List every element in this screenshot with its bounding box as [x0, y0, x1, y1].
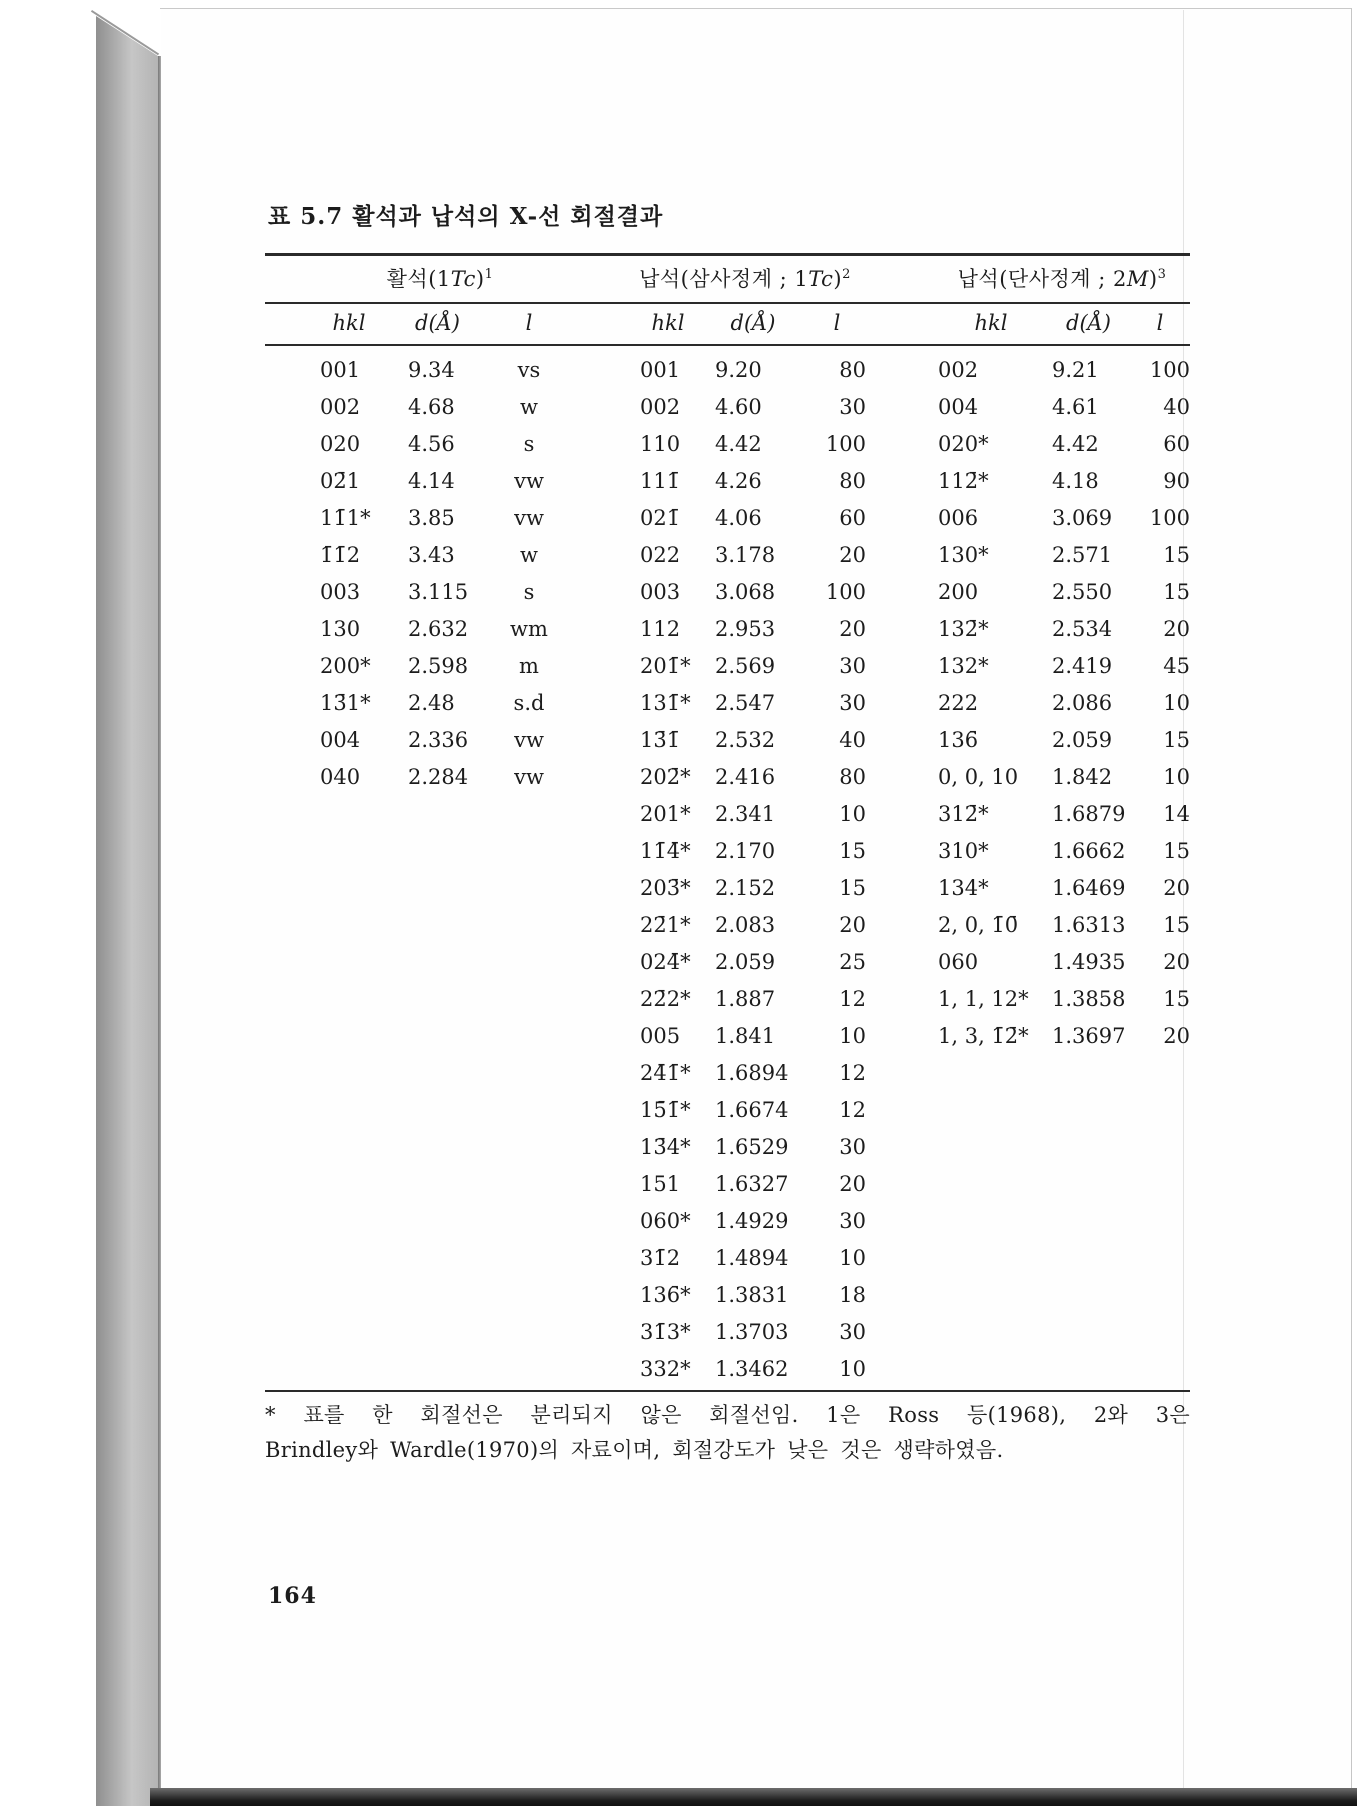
hkl-value: 202̄* [640, 765, 691, 789]
hkl-value: 13̄1* [320, 691, 371, 715]
hkl-value: 02̄1 [320, 469, 361, 493]
intensity-value: 20 [839, 543, 866, 567]
hkl-value: 112 [640, 617, 681, 641]
d-value: 4.26 [715, 469, 762, 493]
data-rows-pyro-1tc [638, 352, 866, 1388]
d-value: 4.18 [1052, 469, 1099, 493]
d-value: 4.42 [1052, 432, 1099, 456]
hkl-value: 2, 0, 1̄0̄ [938, 913, 1019, 937]
intensity-value: vw [514, 765, 544, 789]
d-value: 9.21 [1052, 358, 1099, 382]
intensity-value: 45 [1163, 654, 1190, 678]
intensity-value: s [523, 432, 535, 456]
intensity-value: 30 [839, 1209, 866, 1233]
d-value: 4.42 [715, 432, 762, 456]
d-value: 1.6894 [715, 1061, 789, 1085]
intensity-value: 80 [839, 469, 866, 493]
intensity-value: 15 [1163, 580, 1190, 604]
hkl-value: 001 [640, 358, 681, 382]
hkl-value: 132* [938, 654, 989, 678]
hkl-value: 222 [938, 691, 979, 715]
hkl-value: 060* [640, 1209, 691, 1233]
intensity-value: w [520, 395, 538, 419]
intensity-value: 15 [839, 876, 866, 900]
column-header-row-pyro-1tc [638, 302, 866, 344]
hkl-value: 006 [938, 506, 979, 530]
d-value: 4.14 [408, 469, 455, 493]
d-value: 2.532 [715, 728, 776, 752]
hkl-value: 201̄* [640, 654, 691, 678]
table-footnote [265, 1398, 1190, 1468]
hkl-value: 22̄1* [640, 913, 691, 937]
intensity-value: 10 [1163, 691, 1190, 715]
hkl-value: 001 [320, 358, 361, 382]
d-value: 2.569 [715, 654, 776, 678]
group-title-pyrophyllite-monoclinic: 납석(단사정계 ; 2M)$^3$ [957, 267, 1167, 291]
d-value: 4.60 [715, 395, 762, 419]
d-value: 1.6529 [715, 1135, 789, 1159]
d-value: 2.416 [715, 765, 776, 789]
table-rule-top [265, 253, 1190, 256]
intensity-value: 60 [839, 506, 866, 530]
hkl-value: 002 [640, 395, 681, 419]
intensity-value: 40 [839, 728, 866, 752]
d-value: 1.4929 [715, 1209, 789, 1233]
d-value: 3.115 [408, 580, 469, 604]
intensity-value: 12 [839, 1098, 866, 1122]
hkl-value: 31̄2 [640, 1246, 681, 1270]
d-value: 1.6327 [715, 1172, 789, 1196]
table-caption: 표 5.7 활석과 납석의 X-선 회절결과 [268, 203, 664, 230]
d-value: 1.6879 [1052, 802, 1126, 826]
hkl-value: 130* [938, 543, 989, 567]
group-title-talc: 활석$(1Tc)^1$ [386, 267, 494, 291]
column-header-row-pyro-2m [935, 302, 1190, 344]
hkl-value: 110 [640, 432, 681, 456]
d-value: 2.419 [1052, 654, 1113, 678]
hkl-value: 021̄ [640, 506, 681, 530]
d-value: 2.48 [408, 691, 455, 715]
intensity-value: 25 [839, 950, 866, 974]
intensity-value: 14 [1163, 802, 1190, 826]
intensity-value: 10 [839, 802, 866, 826]
column-header-intensity: l [1156, 311, 1164, 335]
hkl-value: 136̄ [938, 728, 979, 752]
d-value: 3.43 [408, 543, 455, 567]
d-value: 1.3697 [1052, 1024, 1126, 1048]
data-rows-talc [318, 352, 563, 796]
column-header-intensity: l [525, 311, 533, 335]
hkl-value: 22̄2* [640, 987, 691, 1011]
hkl-value: 11̄4̄* [640, 839, 691, 863]
intensity-value: 10 [839, 1246, 866, 1270]
intensity-value: vw [514, 469, 544, 493]
d-value: 2.571 [1052, 543, 1113, 567]
column-header-intensity: l [833, 311, 841, 335]
intensity-value: 80 [839, 765, 866, 789]
table-rule-bottom [265, 1390, 1190, 1392]
hkl-value: 201* [640, 802, 691, 826]
d-value: 3.85 [408, 506, 455, 530]
intensity-value: 10 [839, 1024, 866, 1048]
hkl-value: 312̄* [938, 802, 989, 826]
intensity-value: 18 [839, 1283, 866, 1307]
hkl-value: 003 [320, 580, 361, 604]
intensity-value: m [519, 654, 539, 678]
d-value: 2.083 [715, 913, 776, 937]
hkl-value: 130 [320, 617, 361, 641]
intensity-value: 20 [1163, 950, 1190, 974]
d-value: 3.068 [715, 580, 776, 604]
intensity-value: 10 [839, 1357, 866, 1381]
d-value: 1.3462 [715, 1357, 789, 1381]
d-value: 1.6674 [715, 1098, 789, 1122]
hkl-value: 11̄1* [320, 506, 371, 530]
page-right-edge [1351, 8, 1352, 1790]
hkl-value: 1, 3, 1̄2̄* [938, 1024, 1029, 1048]
d-value: 4.56 [408, 432, 455, 456]
footnote-line-2: Brindley와 Wardle(1970)의 자료이며, 회절강도가 낮은 것은 생략하였음. [265, 1438, 1004, 1462]
d-value: 2.341 [715, 802, 776, 826]
intensity-value: 10 [1163, 765, 1190, 789]
intensity-value: 90 [1163, 469, 1190, 493]
intensity-value: 15 [1163, 987, 1190, 1011]
intensity-value: 100 [1149, 358, 1190, 382]
d-value: 2.953 [715, 617, 776, 641]
d-value: 1.841 [715, 1024, 776, 1048]
d-value: 2.284 [408, 765, 469, 789]
intensity-value: 15 [1163, 913, 1190, 937]
hkl-value: 13̄4* [640, 1135, 691, 1159]
intensity-value: vw [514, 728, 544, 752]
intensity-value: 15 [1163, 839, 1190, 863]
hkl-value: 020* [938, 432, 989, 456]
xrd-table [265, 253, 1190, 1393]
d-value: 3.178 [715, 543, 776, 567]
hkl-value: 004 [938, 395, 979, 419]
hkl-value: 134* [938, 876, 989, 900]
d-value: 2.632 [408, 617, 469, 641]
d-value: 2.550 [1052, 580, 1113, 604]
d-value: 2.086 [1052, 691, 1113, 715]
d-value: 1.6313 [1052, 913, 1126, 937]
intensity-value: vs [517, 358, 541, 382]
page-top-edge [160, 8, 1352, 9]
d-value: 4.68 [408, 395, 455, 419]
column-header-d: d(Å) [1066, 311, 1111, 335]
d-value: 1.887 [715, 987, 776, 1011]
hkl-value: 1, 1, 12* [938, 987, 1029, 1011]
hkl-value: 200 [938, 580, 979, 604]
column-header-hkl: hkl [651, 311, 685, 335]
hkl-value: 0, 0, 10 [938, 765, 1019, 789]
column-header-hkl: hkl [332, 311, 366, 335]
d-value: 1.4935 [1052, 950, 1126, 974]
intensity-value: 20 [839, 617, 866, 641]
hkl-value: 31̄3* [640, 1320, 691, 1344]
intensity-value: 12 [839, 1061, 866, 1085]
hkl-value: 203̄* [640, 876, 691, 900]
intensity-value: 30 [839, 395, 866, 419]
intensity-value: 60 [1163, 432, 1190, 456]
hkl-value: 131̄* [640, 691, 691, 715]
hkl-value: 24̄1̄* [640, 1061, 691, 1085]
d-value: 4.61 [1052, 395, 1099, 419]
book-spine [96, 0, 161, 1806]
intensity-value: 12 [839, 987, 866, 1011]
intensity-value: 30 [839, 1135, 866, 1159]
hkl-value: 15̄1̄* [640, 1098, 691, 1122]
intensity-value: s.d [513, 691, 545, 715]
d-value: 2.534 [1052, 617, 1113, 641]
intensity-value: 20 [1163, 876, 1190, 900]
intensity-value: vw [514, 506, 544, 530]
intensity-value: 40 [1163, 395, 1190, 419]
d-value: 9.20 [715, 358, 762, 382]
intensity-value: 20 [839, 913, 866, 937]
hkl-value: 111̄ [640, 469, 681, 493]
hkl-value: 022 [640, 543, 681, 567]
footnote-line-1: * 표를 한 회절선은 분리되지 않은 회절선임. 1은 Ross 등(1968), 2와 3은 [265, 1403, 1190, 1427]
data-rows-pyro-2m [935, 352, 1190, 1055]
intensity-value: 80 [839, 358, 866, 382]
intensity-value: 100 [1149, 506, 1190, 530]
book-bottom-edge [150, 1788, 1357, 1806]
d-value: 2.336 [408, 728, 469, 752]
d-value: 1.842 [1052, 765, 1113, 789]
hkl-value: 004 [320, 728, 361, 752]
column-header-d: d(Å) [415, 311, 460, 335]
d-value: 2.598 [408, 654, 469, 678]
hkl-value: 1̄1̄2 [320, 543, 361, 567]
column-header-d: d(Å) [730, 311, 776, 335]
hkl-value: 002 [938, 358, 979, 382]
intensity-value: 100 [825, 580, 866, 604]
hkl-value: 060 [938, 950, 979, 974]
hkl-value: 310* [938, 839, 989, 863]
page-number: 164 [268, 1583, 317, 1609]
hkl-value: 005 [640, 1024, 681, 1048]
hkl-value: 040 [320, 765, 361, 789]
intensity-value: 20 [1163, 1024, 1190, 1048]
d-value: 9.34 [408, 358, 455, 382]
intensity-value: 15 [839, 839, 866, 863]
hkl-value: 136̄* [640, 1283, 691, 1307]
d-value: 1.6662 [1052, 839, 1126, 863]
column-header-row-talc [318, 302, 563, 344]
d-value: 2.170 [715, 839, 776, 863]
intensity-value: w [520, 543, 538, 567]
column-header-hkl: hkl [974, 311, 1008, 335]
d-value: 2.547 [715, 691, 776, 715]
intensity-value: 100 [825, 432, 866, 456]
hkl-value: 024̄* [640, 950, 691, 974]
hkl-value: 003 [640, 580, 681, 604]
intensity-value: 20 [839, 1172, 866, 1196]
hkl-value: 112̄* [938, 469, 989, 493]
d-value: 2.152 [715, 876, 776, 900]
hkl-value: 332* [640, 1357, 691, 1381]
intensity-value: 30 [839, 691, 866, 715]
group-title-pyrophyllite-triclinic: 납석(삼사정계 ; 1Tc)$^2$ [639, 267, 851, 291]
d-value: 1.3831 [715, 1283, 789, 1307]
hkl-value: 132̄* [938, 617, 989, 641]
intensity-value: 15 [1163, 543, 1190, 567]
intensity-value: s [523, 580, 535, 604]
intensity-value: 30 [839, 654, 866, 678]
d-value: 1.3858 [1052, 987, 1126, 1011]
d-value: 1.4894 [715, 1246, 789, 1270]
table-rule-under-column-headers [265, 344, 1190, 346]
hkl-value: 200* [320, 654, 371, 678]
d-value: 2.059 [715, 950, 776, 974]
d-value: 2.059 [1052, 728, 1113, 752]
intensity-value: wm [510, 617, 548, 641]
intensity-value: 30 [839, 1320, 866, 1344]
intensity-value: 15 [1163, 728, 1190, 752]
hkl-value: 020 [320, 432, 361, 456]
intensity-value: 20 [1163, 617, 1190, 641]
hkl-value: 13̄1̄ [640, 728, 681, 752]
hkl-value: 002 [320, 395, 361, 419]
hkl-value: 151 [640, 1172, 681, 1196]
d-value: 1.6469 [1052, 876, 1126, 900]
d-value: 4.06 [715, 506, 762, 530]
d-value: 3.069 [1052, 506, 1113, 530]
d-value: 1.3703 [715, 1320, 789, 1344]
